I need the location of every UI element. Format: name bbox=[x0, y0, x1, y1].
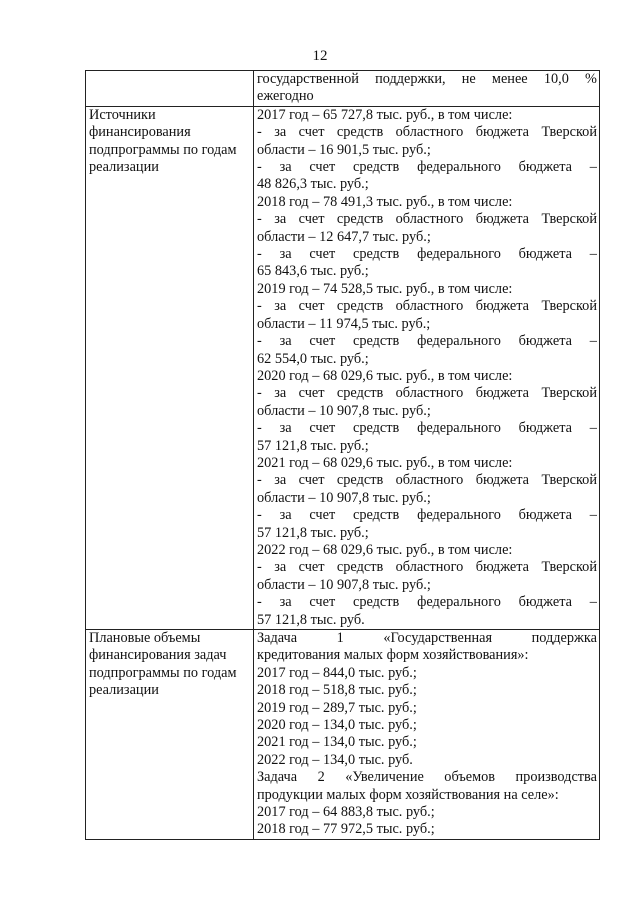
table-row bbox=[86, 106, 600, 629]
label-line: подпрограммы по годам bbox=[89, 664, 237, 681]
content-line: области – 16 901,5 тыс. руб.; bbox=[257, 141, 431, 158]
content-line: 2022 год – 134,0 тыс. руб. bbox=[257, 751, 413, 768]
content-line: 65 843,6 тыс. руб.; bbox=[257, 263, 369, 280]
content-line: 57 121,8 тыс. руб.; bbox=[257, 437, 369, 454]
content-line: 2020 год – 68 029,6 тыс. руб., в том числе: bbox=[257, 367, 513, 384]
content-line: - за счет средств областного бюджета Тверской bbox=[257, 211, 597, 228]
table-row bbox=[86, 630, 600, 840]
content-line: ежегодно bbox=[257, 88, 314, 105]
row-label-cell bbox=[86, 71, 254, 107]
content-line: Задача 2 «Увеличение объемов производства bbox=[257, 769, 597, 786]
content-line: - за счет средств областного бюджета Тверской bbox=[257, 559, 597, 576]
label-line: Источники bbox=[89, 106, 156, 123]
content-line: кредитования малых форм хозяйствования»: bbox=[257, 647, 529, 664]
label-line: финансирования bbox=[89, 124, 191, 141]
label-line: реализации bbox=[89, 682, 159, 699]
row-content-cell bbox=[254, 71, 600, 107]
page-number: 12 bbox=[312, 48, 328, 64]
content-line: - за счет средств областного бюджета Тверской bbox=[257, 385, 597, 402]
table-row bbox=[86, 71, 600, 107]
content-line: - за счет средств областного бюджета Тверской bbox=[257, 124, 597, 141]
content-line: - за счет средств областного бюджета Тверской bbox=[257, 472, 597, 489]
content-line: области – 10 907,8 тыс. руб.; bbox=[257, 576, 431, 593]
content-line: - за счет средств федерального бюджета – bbox=[257, 246, 597, 263]
content-line: 2022 год – 68 029,6 тыс. руб., в том числе: bbox=[257, 541, 513, 558]
content-line: 2017 год – 65 727,8 тыс. руб., в том числе: bbox=[257, 106, 513, 123]
row-label-cell bbox=[86, 630, 254, 840]
content-line: 62 554,0 тыс. руб.; bbox=[257, 350, 369, 367]
content-line: области – 12 647,7 тыс. руб.; bbox=[257, 228, 431, 245]
content-line: 2020 год – 134,0 тыс. руб.; bbox=[257, 717, 417, 734]
content-line: 2018 год – 518,8 тыс. руб.; bbox=[257, 682, 417, 699]
content-line: 2019 год – 74 528,5 тыс. руб., в том числе: bbox=[257, 280, 513, 297]
content-line: продукции малых форм хозяйствования на селе»: bbox=[257, 786, 559, 803]
content-line: 2018 год – 77 972,5 тыс. руб.; bbox=[257, 821, 435, 838]
content-line: области – 10 907,8 тыс. руб.; bbox=[257, 402, 431, 419]
content-line: 2017 год – 64 883,8 тыс. руб.; bbox=[257, 804, 435, 821]
content-line: области – 11 974,5 тыс. руб.; bbox=[257, 315, 431, 332]
content-line: 57 121,8 тыс. руб.; bbox=[257, 524, 369, 541]
label-line: финансирования задач bbox=[89, 647, 227, 664]
label-line: подпрограммы по годам bbox=[89, 141, 237, 158]
table-body bbox=[86, 71, 600, 840]
content-line: 2021 год – 68 029,6 тыс. руб., в том числе: bbox=[257, 454, 513, 471]
content-line: - за счет средств областного бюджета Тверской bbox=[257, 298, 597, 315]
content-line: - за счет средств федерального бюджета – bbox=[257, 159, 597, 176]
label-line: Плановые объемы bbox=[89, 630, 201, 646]
content-line: - за счет средств федерального бюджета – bbox=[257, 333, 597, 350]
content-line: - за счет средств федерального бюджета – bbox=[257, 420, 597, 437]
content-line: - за счет средств федерального бюджета – bbox=[257, 507, 597, 524]
content-line: 48 826,3 тыс. руб.; bbox=[257, 176, 369, 193]
content-line: области – 10 907,8 тыс. руб.; bbox=[257, 489, 431, 506]
label-line: реализации bbox=[89, 159, 159, 176]
content-line: государственной поддержки, не менее 10,0 % bbox=[257, 71, 597, 87]
content-line: 57 121,8 тыс. руб. bbox=[257, 611, 365, 628]
content-line: - за счет средств федерального бюджета – bbox=[257, 594, 597, 611]
row-content-cell bbox=[254, 630, 600, 840]
content-line: 2017 год – 844,0 тыс. руб.; bbox=[257, 664, 417, 681]
content-line: Задача 1 «Государственная поддержка bbox=[257, 630, 597, 646]
row-content-cell bbox=[254, 106, 600, 629]
row-label-cell bbox=[86, 106, 254, 629]
subprogram-passport-table bbox=[85, 70, 600, 840]
content-line: 2018 год – 78 491,3 тыс. руб., в том числе: bbox=[257, 193, 513, 210]
content-line: 2019 год – 289,7 тыс. руб.; bbox=[257, 699, 417, 716]
content-line: 2021 год – 134,0 тыс. руб.; bbox=[257, 734, 417, 751]
